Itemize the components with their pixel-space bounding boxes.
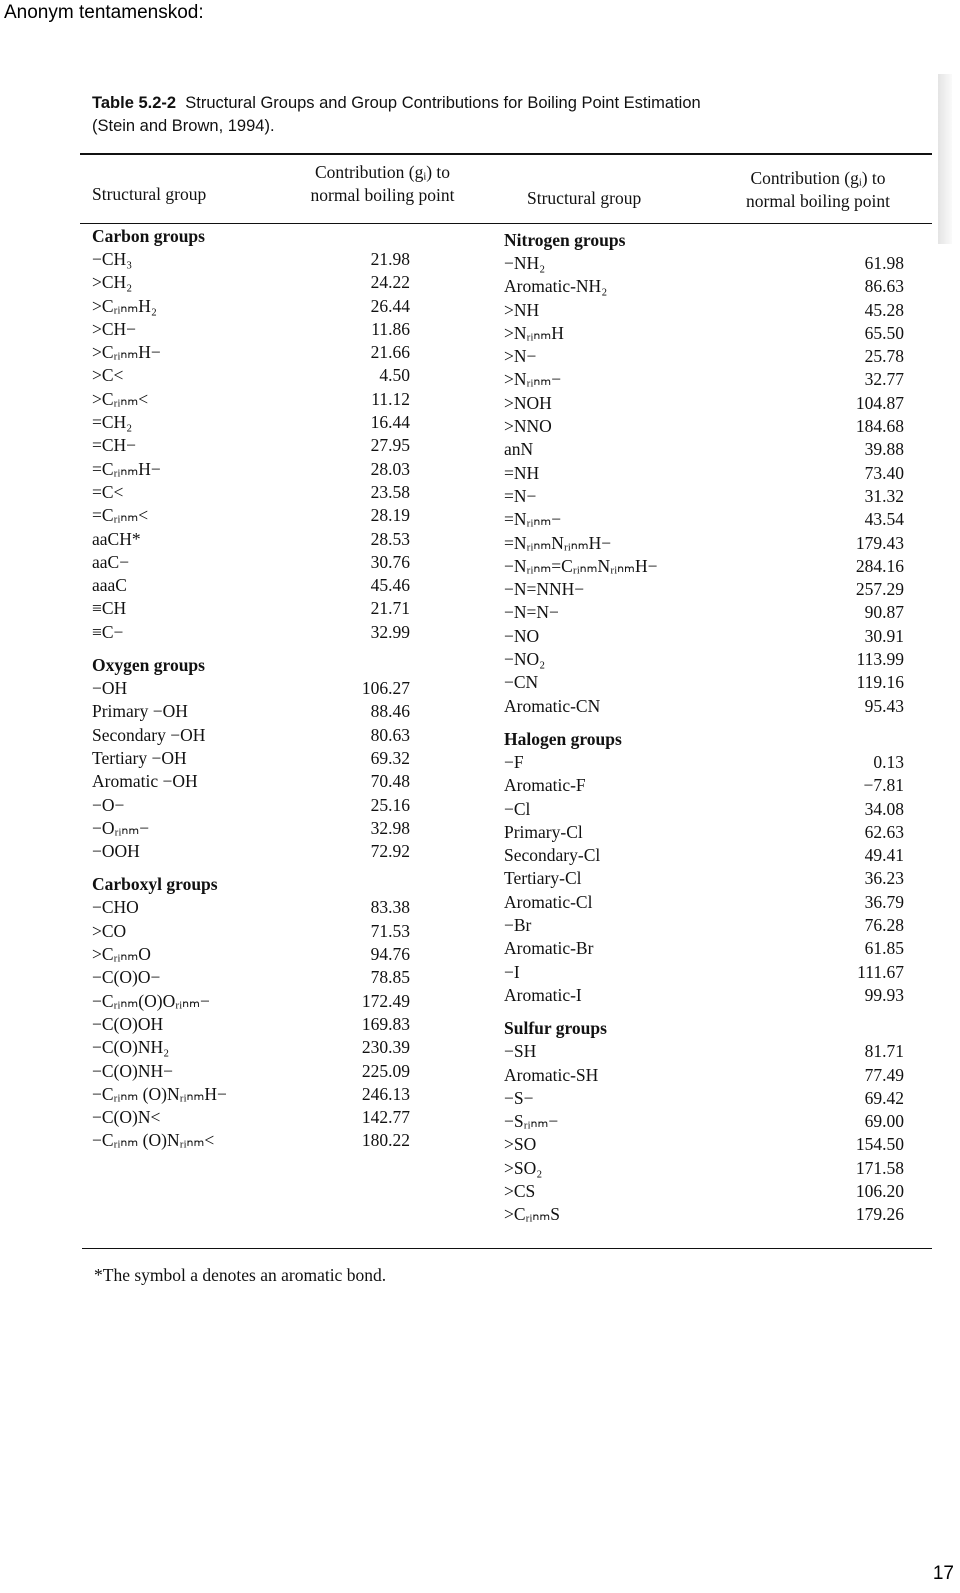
table-row <box>504 299 904 322</box>
structural-group-name: >SO <box>504 1134 537 1155</box>
table-row <box>504 751 904 774</box>
table-row <box>92 621 410 644</box>
contribution-value: 225.09 <box>361 1060 410 1081</box>
right-column-header-struct: Structural group <box>527 188 642 208</box>
left-contrib-line2: normal boiling point <box>310 185 455 205</box>
structural-group-name: −SH <box>504 1041 537 1062</box>
structural-group-name: −NO <box>504 625 540 646</box>
structural-group-name: >CᵣᵢₙₘH₂ <box>92 295 158 316</box>
structural-group-name: >NOH <box>504 392 552 413</box>
contribution-value: 61.85 <box>864 938 904 959</box>
contribution-value: 77.49 <box>864 1064 904 1085</box>
structural-group-name: −CHO <box>92 897 139 918</box>
table-row <box>504 821 904 844</box>
contribution-value: 43.54 <box>864 509 904 530</box>
structural-group-name: −O− <box>92 794 125 815</box>
table-row <box>92 700 410 723</box>
structural-group-name: −C(O)OH <box>92 1013 164 1034</box>
contribution-value: 24.22 <box>370 272 410 293</box>
structural-group-name: Aromatic-Br <box>504 938 594 959</box>
structural-group-name: >CS <box>504 1180 536 1201</box>
right-column <box>504 229 904 1227</box>
contribution-value: 25.78 <box>864 346 904 367</box>
table-row <box>92 388 410 411</box>
contribution-value: 31.32 <box>864 485 904 506</box>
table-row <box>504 415 904 438</box>
table-row <box>504 555 904 578</box>
table-row <box>92 248 410 271</box>
table-row <box>92 966 410 989</box>
table-row <box>504 1133 904 1156</box>
table-row <box>92 551 410 574</box>
structural-group-name: −Cl <box>504 798 531 819</box>
left-contrib-line1: Contribution (gᵢ) to <box>314 162 451 182</box>
structural-group-name: −Cᵣᵢₙₘ (O)Nᵣᵢₙₘ< <box>92 1130 215 1151</box>
structural-group-name: −Nᵣᵢₙₘ=CᵣᵢₙₘNᵣᵢₙₘH− <box>504 555 658 576</box>
contribution-value: 70.48 <box>370 771 410 792</box>
contribution-value: 23.58 <box>370 481 410 502</box>
structural-group-name: >Nᵣᵢₙₘ− <box>504 369 562 390</box>
table-row <box>504 1087 904 1110</box>
structural-group-name: =C< <box>92 481 124 502</box>
structural-group-name: −OH <box>92 678 128 699</box>
contribution-value: 106.20 <box>855 1180 904 1201</box>
table-row <box>92 597 410 620</box>
contribution-value: 95.43 <box>864 695 904 716</box>
table-row <box>92 1106 410 1129</box>
contribution-value: 4.50 <box>379 365 410 386</box>
structural-group-name: =Nᵣᵢₙₘ− <box>504 509 562 530</box>
table-row <box>92 481 410 504</box>
table-row <box>92 458 410 481</box>
structural-group-name: >NNO <box>504 416 552 437</box>
left-column <box>92 225 410 1153</box>
contribution-value: 111.67 <box>857 961 904 982</box>
table-row <box>92 318 410 341</box>
table-row <box>504 844 904 867</box>
structural-group-name: −NO₂ <box>504 649 546 670</box>
table-row <box>504 485 904 508</box>
structural-group-name: aaaC <box>92 575 127 596</box>
contribution-value: 69.32 <box>370 747 410 768</box>
table-row <box>504 671 904 694</box>
contribution-value: 61.98 <box>864 253 904 273</box>
contribution-value: 88.46 <box>370 701 410 722</box>
right-contrib-line2: normal boiling point <box>746 191 890 211</box>
table-row <box>504 914 904 937</box>
structural-group-name: −I <box>504 961 520 982</box>
group-title: Oxygen groups <box>92 655 205 676</box>
contribution-value: 169.83 <box>361 1013 410 1034</box>
contribution-value: 21.71 <box>370 598 410 619</box>
table-row <box>92 271 410 294</box>
structural-group-name: >CO <box>92 920 127 941</box>
contribution-value: 106.27 <box>361 678 410 699</box>
table-row <box>92 434 410 457</box>
structural-group-name: −Oᵣᵢₙₘ− <box>92 817 150 838</box>
table-row <box>504 438 904 461</box>
structural-group-name: Secondary-Cl <box>504 845 601 866</box>
contribution-value: 72.92 <box>370 841 410 862</box>
contribution-value: 45.46 <box>370 575 410 596</box>
left-column-header-contribution <box>295 161 470 207</box>
structural-group-name: Aromatic-CN <box>504 695 601 716</box>
contribution-value: 0.13 <box>873 751 904 772</box>
structural-group-name: ≡CH <box>92 598 127 619</box>
table-row <box>92 411 410 434</box>
table-row <box>504 601 904 624</box>
group-title: Sulfur groups <box>504 1018 607 1039</box>
table-row <box>92 920 410 943</box>
contribution-value: 25.16 <box>370 794 410 815</box>
table-row <box>92 364 410 387</box>
structural-group-name: >CᵣᵢₙₘS <box>504 1204 561 1225</box>
contribution-value: 65.50 <box>864 322 904 343</box>
group-title: Halogen groups <box>504 728 622 749</box>
table-footnote: *The symbol a denotes an aromatic bond. <box>94 1265 387 1285</box>
table-row <box>92 528 410 551</box>
contribution-value: −7.81 <box>863 775 904 796</box>
structural-group-name: =Cᵣᵢₙₘ< <box>92 505 149 526</box>
structural-group-name: >CᵣᵢₙₘH− <box>92 342 161 363</box>
table-row <box>504 774 904 797</box>
contribution-value: 21.98 <box>370 249 410 269</box>
structural-group-name: Aromatic-F <box>504 775 586 796</box>
exam-code-header: Anonym tentamenskod: <box>4 2 204 23</box>
table-row <box>92 295 410 318</box>
contribution-value: 179.43 <box>855 532 904 553</box>
structural-group-name: −C(O)NH₂ <box>92 1037 170 1058</box>
table-row <box>504 252 904 275</box>
table-row <box>504 1180 904 1203</box>
contribution-value: 179.26 <box>855 1204 904 1225</box>
contribution-value: 81.71 <box>864 1041 904 1062</box>
table-top-rule <box>80 153 932 155</box>
left-column-header-struct: Structural group <box>92 184 207 204</box>
contribution-value: 180.22 <box>361 1130 410 1151</box>
table-row <box>92 504 410 527</box>
structural-group-name: −CH₃ <box>92 249 133 269</box>
structural-group-name: −Sᵣᵢₙₘ− <box>504 1111 559 1132</box>
contribution-value: 32.98 <box>370 817 410 838</box>
table-row <box>504 1203 904 1226</box>
structural-group-name: ≡C− <box>92 621 124 642</box>
scan-edge-shadow <box>938 74 952 244</box>
table-row <box>92 1036 410 1059</box>
contribution-value: 71.53 <box>370 920 410 941</box>
table-row <box>504 1040 904 1063</box>
contribution-value: 104.87 <box>855 392 904 413</box>
table-row <box>504 345 904 368</box>
structural-group-name: Aromatic-NH₂ <box>504 276 608 297</box>
contribution-value: 36.79 <box>864 891 904 912</box>
table-row <box>504 275 904 298</box>
structural-group-name: Tertiary −OH <box>92 747 187 768</box>
table-row <box>92 724 410 747</box>
contribution-value: 99.93 <box>864 984 904 1005</box>
structural-group-name: >C< <box>92 365 124 386</box>
table-document <box>80 92 932 1285</box>
contribution-value: 39.88 <box>864 439 904 460</box>
contribution-value: 27.95 <box>370 435 410 456</box>
contribution-value: 76.28 <box>864 915 904 936</box>
contribution-value: 69.42 <box>864 1087 904 1108</box>
right-contrib-line1: Contribution (gᵢ) to <box>750 168 886 188</box>
structural-group-name: =NᵣᵢₙₘNᵣᵢₙₘH− <box>504 532 612 553</box>
contribution-value: 246.13 <box>361 1083 410 1104</box>
structural-group-name: >CH₂ <box>92 272 133 293</box>
structural-group-name: >NH <box>504 299 540 320</box>
structural-group-name: Aromatic −OH <box>92 771 198 792</box>
contribution-value: 32.99 <box>370 621 410 642</box>
group-gap <box>504 718 904 728</box>
table-row <box>504 891 904 914</box>
contribution-value: 26.44 <box>370 295 410 316</box>
table-row <box>504 368 904 391</box>
structural-group-name: =NH <box>504 462 540 483</box>
table-row <box>504 532 904 555</box>
contribution-value: 154.50 <box>855 1134 904 1155</box>
contribution-value: 32.77 <box>864 369 904 390</box>
contribution-value: 28.03 <box>370 458 410 479</box>
table-row <box>504 648 904 671</box>
structural-group-name: =N− <box>504 485 537 506</box>
group-title: Carboxyl groups <box>92 874 218 895</box>
structural-group-name: −N=NNH− <box>504 579 585 600</box>
table-row <box>504 798 904 821</box>
contribution-value: 30.91 <box>864 625 904 646</box>
group-gap <box>504 1007 904 1017</box>
group-title: Carbon groups <box>92 226 205 246</box>
contribution-value: 36.23 <box>864 868 904 889</box>
structural-group-name: Tertiary-Cl <box>504 868 582 889</box>
contribution-value: 90.87 <box>864 602 904 623</box>
structural-group-name: −N=N− <box>504 602 559 623</box>
structural-group-name: Primary −OH <box>92 701 188 722</box>
structural-group-name: >CᵣᵢₙₘO <box>92 944 151 965</box>
group-gap <box>92 644 410 654</box>
table-row <box>504 1157 904 1180</box>
contribution-value: 83.38 <box>370 897 410 918</box>
table-row <box>504 392 904 415</box>
table-row <box>504 462 904 485</box>
table-row <box>92 770 410 793</box>
contribution-value: 257.29 <box>855 579 904 600</box>
structural-group-name: −Br <box>504 915 532 936</box>
structural-group-name: >N− <box>504 346 537 367</box>
table-row <box>92 943 410 966</box>
group-gap <box>92 863 410 873</box>
contribution-value: 69.00 <box>864 1111 904 1132</box>
table-row <box>92 794 410 817</box>
structural-group-name: −Cᵣᵢₙₘ (O)NᵣᵢₙₘH− <box>92 1083 227 1104</box>
contribution-value: 78.85 <box>370 967 410 988</box>
table-bottom-rule <box>82 1248 932 1249</box>
table-caption-label: Table 5.2-2 <box>92 94 177 112</box>
table-row <box>504 1110 904 1133</box>
contribution-value: 34.08 <box>864 798 904 819</box>
contribution-value: 230.39 <box>361 1037 410 1058</box>
contribution-value: 16.44 <box>370 412 410 433</box>
structural-group-name: =CH₂ <box>92 412 133 433</box>
table-caption-source: (Stein and Brown, 1994). <box>92 117 275 135</box>
table-row <box>92 896 410 919</box>
structural-group-name: −CN <box>504 672 539 693</box>
table-row <box>504 984 904 1007</box>
table-row <box>92 1129 410 1152</box>
structural-group-name: −C(O)N< <box>92 1107 161 1128</box>
structural-group-name: >NᵣᵢₙₘH <box>504 322 564 343</box>
structural-group-name: −C(O)NH− <box>92 1060 173 1081</box>
table-row <box>92 1083 410 1106</box>
table-row <box>92 677 410 700</box>
contribution-value: 184.68 <box>855 416 904 437</box>
structural-group-name: −C(O)O− <box>92 967 161 988</box>
contribution-value: 28.19 <box>370 505 410 526</box>
contribution-value: 119.16 <box>856 672 904 693</box>
table-row <box>92 747 410 770</box>
contribution-value: 113.99 <box>856 649 904 670</box>
structural-group-name: >Cᵣᵢₙₘ< <box>92 388 149 409</box>
structural-group-name: −NH₂ <box>504 253 546 273</box>
table-row <box>504 961 904 984</box>
contribution-value: 94.76 <box>370 944 410 965</box>
contribution-value: 171.58 <box>855 1157 904 1178</box>
structural-group-name: −S− <box>504 1087 534 1108</box>
table-caption <box>92 92 932 138</box>
contribution-value: 73.40 <box>864 462 904 483</box>
structural-group-name: −Cᵣᵢₙₘ(O)Oᵣᵢₙₘ− <box>92 990 210 1011</box>
structural-group-name: >SO₂ <box>504 1157 543 1178</box>
table-row <box>504 937 904 960</box>
table-row <box>92 341 410 364</box>
contribution-value: 80.63 <box>370 724 410 745</box>
structural-group-name: >CH− <box>92 318 137 339</box>
table-row <box>504 867 904 890</box>
table-row <box>504 1064 904 1087</box>
group-title: Nitrogen groups <box>504 230 626 250</box>
contribution-value: 62.63 <box>864 821 904 842</box>
structural-group-name: Secondary −OH <box>92 724 206 745</box>
table-row <box>92 840 410 863</box>
table-row <box>92 1060 410 1083</box>
table-row <box>504 578 904 601</box>
contribution-value: 21.66 <box>370 342 410 363</box>
table-row <box>504 322 904 345</box>
structural-group-name: =CᵣᵢₙₘH− <box>92 458 161 479</box>
table-caption-text: Structural Groups and Group Contributions for Boiling Point Estimation <box>185 94 701 112</box>
structural-group-name: =CH− <box>92 435 137 456</box>
structural-group-name: Aromatic-I <box>504 984 582 1005</box>
table-row <box>504 695 904 718</box>
table-row <box>504 508 904 531</box>
contribution-value: 28.53 <box>370 528 410 549</box>
contribution-value: 11.86 <box>371 318 410 339</box>
structural-group-name: Aromatic-Cl <box>504 891 593 912</box>
table-row <box>92 817 410 840</box>
contribution-value: 49.41 <box>864 845 904 866</box>
contribution-value: 172.49 <box>361 990 410 1011</box>
contribution-value: 11.12 <box>371 388 410 409</box>
contribution-value: 45.28 <box>864 299 904 320</box>
table-row <box>92 990 410 1013</box>
contribution-value: 284.16 <box>855 555 904 576</box>
structural-group-name: Aromatic-SH <box>504 1064 599 1085</box>
table-header-rule <box>80 223 932 224</box>
right-column-header-contribution <box>728 167 908 213</box>
contribution-value: 142.77 <box>361 1107 410 1128</box>
structural-group-name: −F <box>504 751 524 772</box>
table-row <box>504 625 904 648</box>
structural-group-name: Primary-Cl <box>504 821 583 842</box>
page-number: 17 <box>932 1563 954 1584</box>
structural-group-name: −OOH <box>92 841 140 862</box>
structural-group-name: aaCH* <box>92 528 141 549</box>
contribution-value: 30.76 <box>370 551 410 572</box>
table-row <box>92 574 410 597</box>
table-row <box>92 1013 410 1036</box>
structural-group-name: aaC− <box>92 551 130 572</box>
structural-group-name: anN <box>504 439 534 460</box>
contribution-value: 86.63 <box>864 276 904 297</box>
